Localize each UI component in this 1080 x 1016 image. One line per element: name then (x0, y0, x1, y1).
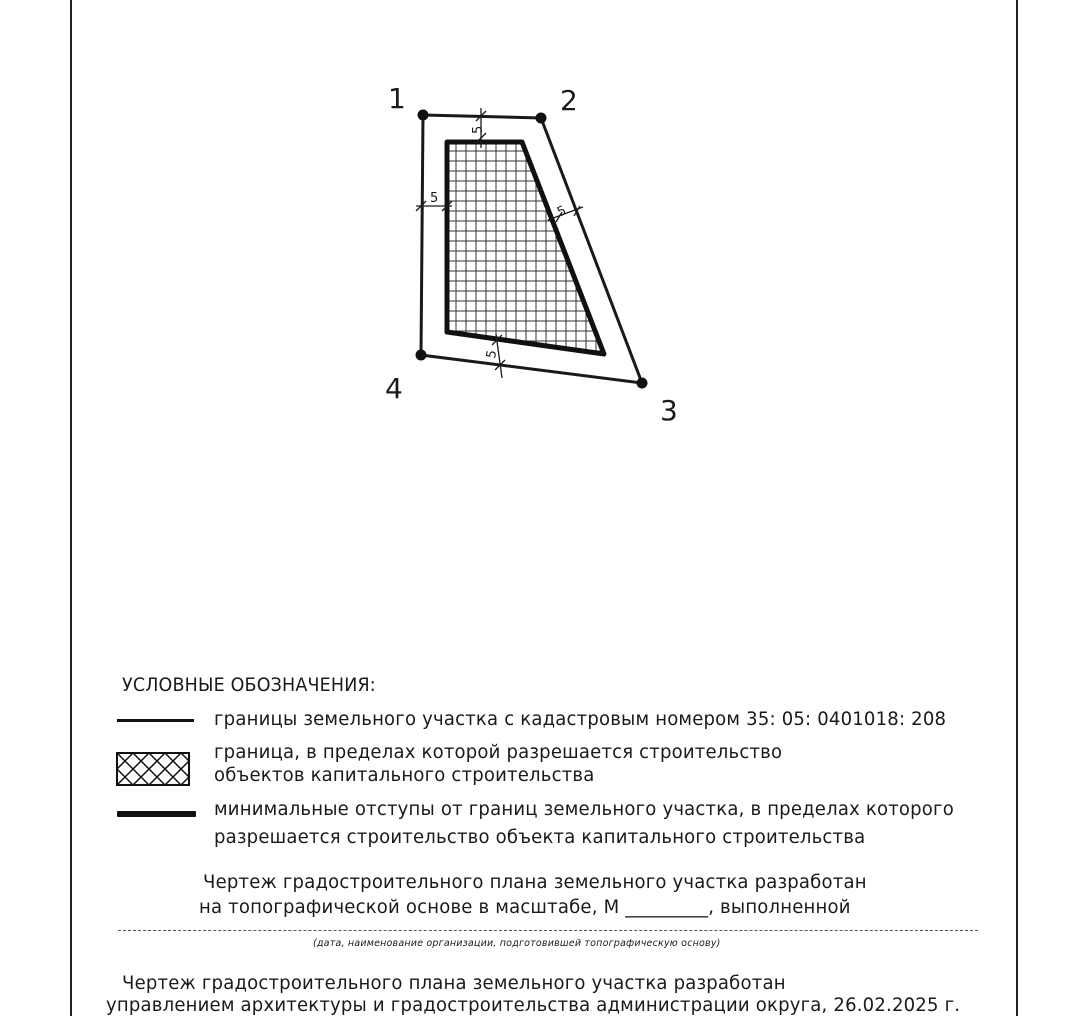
developer-line2: управлением архитектуры и градостроительства администрации округа, 26.02.2025 г. (106, 994, 961, 1016)
vertex-1-marker (418, 110, 429, 121)
legend-plot-boundary-symbol (117, 719, 194, 722)
topo-note-line1: Чертеж градостроительного плана земельного участка разработан (203, 871, 867, 893)
vertex-4-marker (416, 350, 427, 361)
legend-item-buildable-line2: объектов капитального строительства (214, 764, 595, 786)
buildable-area-grid (445, 140, 606, 356)
offset-label-bottom: 5 (484, 348, 501, 360)
offset-label-left: 5 (430, 191, 439, 206)
topo-note-line2: на топографической основе в масштабе, М _________, выполненной (199, 896, 851, 918)
vertex-3-marker (637, 378, 648, 389)
developer-line1: Чертеж градостроительного плана земельного участка разработан (122, 972, 786, 994)
offset-label-top: 5 (471, 125, 486, 134)
vertex-3-label: 3 (660, 394, 678, 427)
legend-item-setback-line2: разрешается строительство объекта капитального строительства (214, 826, 866, 848)
legend-item-plot-boundary: границы земельного участка с кадастровым номером 35: 05: 0401018: 208 (214, 708, 947, 730)
offset-label-right: 5 (554, 203, 569, 221)
topo-fill-line (118, 930, 978, 931)
legend-crosshatch-symbol (116, 752, 190, 786)
legend-setback-symbol (117, 811, 196, 817)
vertex-2-label: 2 (560, 84, 578, 117)
legend-item-buildable-line1: граница, в пределах которой разрешается строительство (214, 741, 783, 763)
site-plan-drawing (0, 0, 1080, 460)
legend-item-setback-line1: минимальные отступы от границ земельного участка, в пределах которого (214, 798, 954, 820)
vertex-2-marker (536, 113, 547, 124)
legend-title: УСЛОВНЫЕ ОБОЗНАЧЕНИЯ: (122, 674, 376, 696)
vertex-4-label: 4 (385, 372, 403, 405)
topo-caption: (дата, наименование организации, подготовившей топографическую основу) (313, 938, 721, 949)
vertex-1-label: 1 (388, 82, 406, 115)
setback-dimensions (416, 108, 583, 378)
